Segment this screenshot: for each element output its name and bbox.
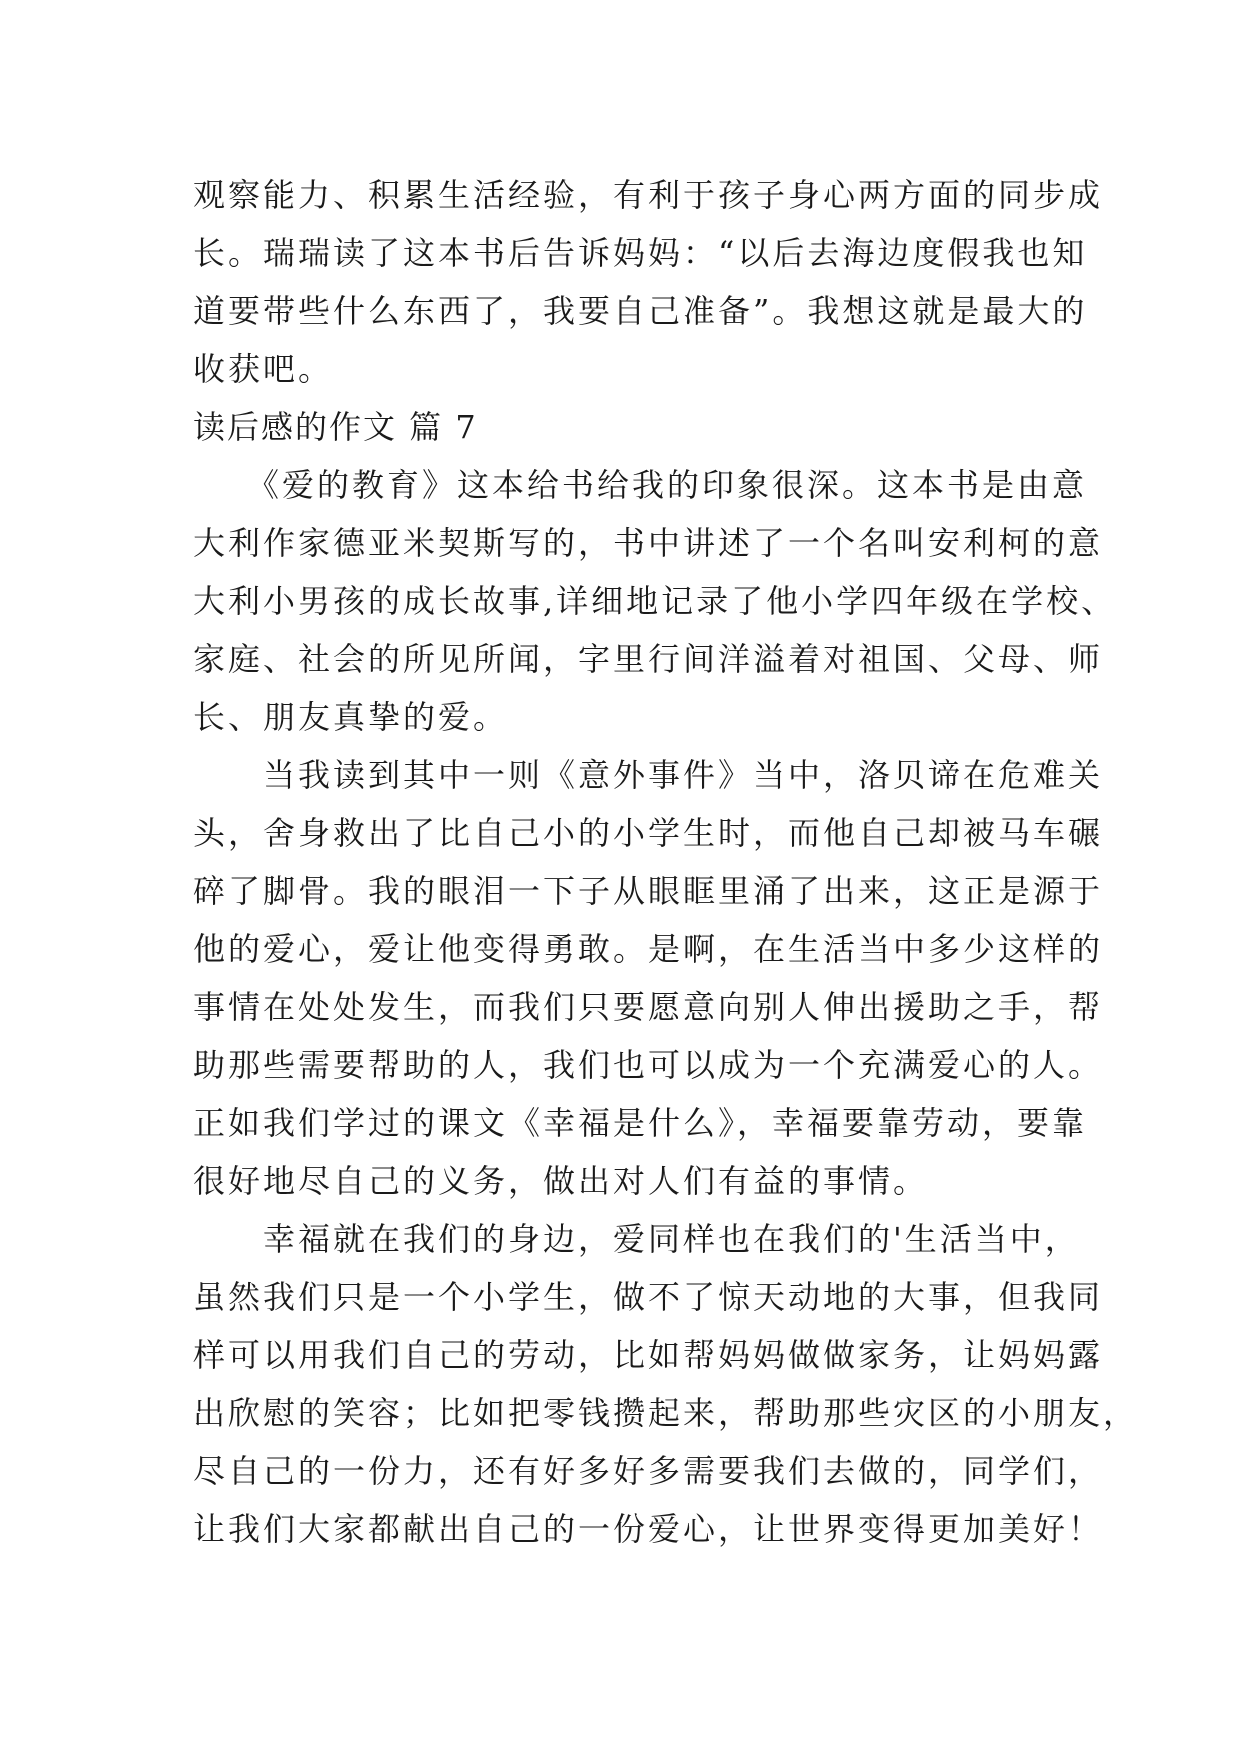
text-line: 让我们大家都献出自己的一份爱心，让世界变得更加美好！ — [193, 1510, 1104, 1548]
text-line: 他的爱心，爱让他变得勇敢。是啊，在生活当中多少这样的 — [193, 930, 1104, 968]
text-line: 观察能力、积累生活经验，有利于孩子身心两方面的同步成 — [193, 176, 1104, 214]
text-line: 长。瑞瑞读了这本书后告诉妈妈：“以后去海边度假我也知 — [193, 234, 1088, 272]
text-line: 幸福就在我们的身边，爱同样也在我们的'生活当中， — [193, 1220, 1080, 1258]
text-line: 《爱的教育》这本给书给我的印象很深。这本书是由意 — [193, 466, 1088, 504]
text-line: 样可以用我们自己的劳动，比如帮妈妈做做家务，让妈妈露 — [193, 1336, 1104, 1374]
text-line: 事情在处处发生，而我们只要愿意向别人伸出援助之手，帮 — [193, 988, 1104, 1026]
text-line: 虽然我们只是一个小学生，做不了惊天动地的大事，但我同 — [193, 1278, 1104, 1316]
text-line: 尽自己的一份力，还有好多好多需要我们去做的，同学们， — [193, 1452, 1104, 1490]
text-line: 当我读到其中一则《意外事件》当中，洛贝谛在危难关 — [193, 756, 1104, 794]
text-line: 收获吧。 — [193, 350, 334, 388]
text-line: 家庭、社会的所见所闻，字里行间洋溢着对祖国、父母、师 — [193, 640, 1104, 678]
text-line: 头，舍身救出了比自己小的小学生时，而他自己却被马车碾 — [193, 814, 1104, 852]
essay-text-block — [193, 166, 1139, 1558]
text-line: 助那些需要帮助的人，我们也可以成为一个充满爱心的人。 — [193, 1046, 1104, 1084]
section-heading: 读后感的作文 篇 7 — [193, 408, 478, 446]
text-line: 道要带些什么东西了，我要自己准备”。我想这就是最大的 — [193, 292, 1088, 330]
text-line: 很好地尽自己的义务，做出对人们有益的事情。 — [193, 1162, 929, 1200]
text-line: 大利小男孩的成长故事,详细地记录了他小学四年级在学校、 — [193, 582, 1117, 620]
text-line: 出欣慰的笑容；比如把零钱攒起来，帮助那些灾区的小朋友， — [193, 1394, 1139, 1432]
text-line: 长、朋友真挚的爱。 — [193, 698, 509, 736]
text-line: 大利作家德亚米契斯写的，书中讲述了一个名叫安利柯的意 — [193, 524, 1104, 562]
text-line: 正如我们学过的课文《幸福是什么》，幸福要靠劳动，要靠 — [193, 1104, 1088, 1142]
text-line: 碎了脚骨。我的眼泪一下子从眼眶里涌了出来，这正是源于 — [193, 872, 1104, 910]
